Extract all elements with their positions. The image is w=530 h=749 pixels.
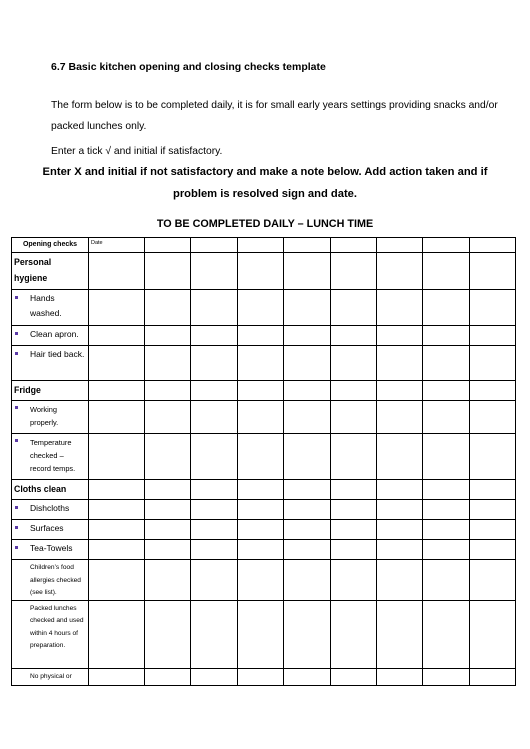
bullet-icon	[15, 332, 18, 335]
date-header: Date	[89, 238, 145, 253]
check-cell[interactable]	[145, 520, 191, 540]
check-cell[interactable]	[89, 290, 145, 326]
check-cell[interactable]	[423, 346, 469, 381]
check-cell[interactable]	[237, 540, 283, 560]
check-cell[interactable]	[423, 381, 469, 401]
check-cell[interactable]	[145, 326, 191, 346]
check-cell[interactable]	[89, 326, 145, 346]
check-cell[interactable]	[89, 520, 145, 540]
checks-table	[11, 237, 516, 686]
row-label-text: Personal hygiene	[14, 257, 52, 283]
row-label-text: Hands washed.	[30, 293, 62, 318]
check-cell[interactable]	[376, 434, 422, 480]
row-label-text: Cloths clean	[14, 484, 67, 494]
check-cell[interactable]	[469, 326, 515, 346]
check-cell[interactable]	[423, 401, 469, 434]
check-cell[interactable]	[145, 381, 191, 401]
check-cell[interactable]	[145, 560, 191, 601]
check-cell[interactable]	[469, 600, 515, 668]
check-cell[interactable]	[237, 346, 283, 381]
check-cell[interactable]	[469, 253, 515, 290]
check-cell[interactable]	[284, 520, 330, 540]
check-cell[interactable]	[376, 480, 422, 500]
check-cell[interactable]	[330, 600, 376, 668]
check-cell[interactable]	[191, 346, 237, 381]
check-cell[interactable]	[89, 381, 145, 401]
check-label	[12, 560, 89, 601]
check-cell[interactable]	[330, 520, 376, 540]
check-cell[interactable]	[145, 480, 191, 500]
check-cell[interactable]	[376, 253, 422, 290]
check-cell[interactable]	[330, 480, 376, 500]
row-label-text: No physical or	[30, 672, 72, 680]
check-cell[interactable]	[89, 346, 145, 381]
table-row	[12, 326, 516, 346]
check-cell[interactable]	[376, 668, 422, 685]
check-cell[interactable]	[330, 668, 376, 685]
table-row	[12, 253, 516, 290]
check-cell[interactable]	[191, 560, 237, 601]
check-cell[interactable]	[469, 668, 515, 685]
check-cell[interactable]	[423, 540, 469, 560]
check-cell[interactable]	[376, 290, 422, 326]
check-cell[interactable]	[191, 401, 237, 434]
row-label-text: Fridge	[14, 385, 41, 395]
check-cell[interactable]	[191, 326, 237, 346]
check-label	[12, 600, 89, 668]
check-cell[interactable]	[284, 401, 330, 434]
check-cell[interactable]	[330, 346, 376, 381]
check-cell[interactable]	[376, 238, 422, 253]
check-cell[interactable]	[284, 434, 330, 480]
check-cell[interactable]	[330, 290, 376, 326]
row-label-text: Packed lunches checked and used within 4 hours of preparation.	[30, 604, 84, 649]
check-cell[interactable]	[376, 381, 422, 401]
check-label	[12, 290, 89, 326]
check-cell[interactable]	[237, 326, 283, 346]
check-cell[interactable]	[89, 600, 145, 668]
row-label-text: Hair tied back.	[30, 349, 85, 359]
row-label-text: Dishcloths	[30, 503, 70, 513]
check-cell[interactable]	[469, 520, 515, 540]
check-cell[interactable]	[237, 480, 283, 500]
check-cell[interactable]	[237, 500, 283, 520]
check-label	[12, 326, 89, 346]
check-cell[interactable]	[284, 381, 330, 401]
check-cell[interactable]	[191, 434, 237, 480]
row-label-text: Clean apron.	[30, 329, 79, 339]
check-cell[interactable]	[469, 401, 515, 434]
check-cell[interactable]	[191, 668, 237, 685]
section-label	[12, 480, 89, 500]
check-cell[interactable]	[237, 560, 283, 601]
check-cell[interactable]	[376, 346, 422, 381]
table-row	[12, 560, 516, 601]
table-row	[12, 480, 516, 500]
table-row	[12, 290, 516, 326]
section-label	[12, 253, 89, 290]
check-cell[interactable]	[376, 520, 422, 540]
check-cell[interactable]	[145, 434, 191, 480]
bullet-icon	[15, 439, 18, 442]
bullet-icon	[15, 352, 18, 355]
check-cell[interactable]	[376, 560, 422, 601]
check-cell[interactable]	[423, 480, 469, 500]
check-cell[interactable]	[423, 668, 469, 685]
intro-paragraph: The form below is to be completed daily, it is for small early years settings providing snacks and/or packed lunches only.	[51, 100, 498, 132]
check-cell[interactable]	[145, 253, 191, 290]
check-cell[interactable]	[284, 600, 330, 668]
check-cell[interactable]	[89, 668, 145, 685]
check-cell[interactable]	[284, 480, 330, 500]
check-label	[12, 434, 89, 480]
check-cell[interactable]	[89, 500, 145, 520]
check-cell[interactable]	[145, 346, 191, 381]
check-cell[interactable]	[469, 434, 515, 480]
check-cell[interactable]	[191, 520, 237, 540]
header-row	[12, 238, 516, 253]
row-label-text: Temperature checked – record temps.	[30, 438, 76, 473]
check-cell[interactable]	[469, 540, 515, 560]
tick-instruction: Enter a tick √ and initial if satisfactory.	[51, 146, 223, 157]
check-cell[interactable]	[284, 253, 330, 290]
check-cell[interactable]	[237, 238, 283, 253]
check-cell[interactable]	[284, 500, 330, 520]
check-cell[interactable]	[423, 560, 469, 601]
row-label-text: Children’s food allergies checked (see list).	[30, 564, 81, 596]
check-cell[interactable]	[89, 540, 145, 560]
table-row	[12, 600, 516, 668]
check-cell[interactable]	[191, 253, 237, 290]
bullet-icon	[15, 406, 18, 409]
check-cell[interactable]	[237, 290, 283, 326]
check-cell[interactable]	[469, 560, 515, 601]
row-label-text: Surfaces	[30, 523, 64, 533]
check-label	[12, 668, 89, 685]
check-cell[interactable]	[330, 540, 376, 560]
check-cell[interactable]	[237, 668, 283, 685]
check-cell[interactable]	[145, 290, 191, 326]
table-row	[12, 346, 516, 381]
check-cell[interactable]	[330, 253, 376, 290]
table-row	[12, 381, 516, 401]
check-cell[interactable]	[237, 520, 283, 540]
check-cell[interactable]	[469, 480, 515, 500]
check-label	[12, 346, 89, 381]
check-cell[interactable]	[376, 500, 422, 520]
opening-checks-header: Opening checks	[12, 238, 89, 253]
check-cell[interactable]	[330, 326, 376, 346]
check-cell[interactable]	[330, 434, 376, 480]
check-cell[interactable]	[145, 600, 191, 668]
check-cell[interactable]	[145, 238, 191, 253]
check-cell[interactable]	[330, 500, 376, 520]
check-cell[interactable]	[145, 540, 191, 560]
table-row	[12, 520, 516, 540]
check-cell[interactable]	[469, 381, 515, 401]
check-cell[interactable]	[469, 500, 515, 520]
check-cell[interactable]	[330, 401, 376, 434]
check-cell[interactable]	[89, 560, 145, 601]
check-cell[interactable]	[237, 253, 283, 290]
table-row	[12, 434, 516, 480]
check-cell[interactable]	[191, 500, 237, 520]
check-cell[interactable]	[423, 600, 469, 668]
check-cell[interactable]	[284, 668, 330, 685]
check-cell[interactable]	[191, 480, 237, 500]
check-cell[interactable]	[89, 480, 145, 500]
check-cell[interactable]	[89, 253, 145, 290]
check-cell[interactable]	[191, 381, 237, 401]
section-label	[12, 381, 89, 401]
table-title: TO BE COMPLETED DAILY – LUNCH TIME	[156, 218, 374, 230]
check-cell[interactable]	[423, 326, 469, 346]
bullet-icon	[15, 506, 18, 509]
table-row	[12, 540, 516, 560]
row-label-text: Working properly.	[30, 405, 59, 427]
check-cell[interactable]	[284, 346, 330, 381]
check-cell[interactable]	[284, 540, 330, 560]
check-cell[interactable]	[376, 600, 422, 668]
check-cell[interactable]	[237, 434, 283, 480]
check-cell[interactable]	[237, 401, 283, 434]
x-instruction: Enter X and initial if not satisfactory and make a note below. Add action taken and if problem is resolved sign and date.	[42, 166, 488, 200]
check-cell[interactable]	[284, 290, 330, 326]
check-cell[interactable]	[423, 500, 469, 520]
check-label	[12, 401, 89, 434]
check-cell[interactable]	[145, 668, 191, 685]
check-cell[interactable]	[89, 401, 145, 434]
check-cell[interactable]	[376, 326, 422, 346]
check-cell[interactable]	[423, 520, 469, 540]
check-cell[interactable]	[376, 540, 422, 560]
check-cell[interactable]	[191, 600, 237, 668]
check-label	[12, 520, 89, 540]
check-cell[interactable]	[145, 401, 191, 434]
check-cell[interactable]	[284, 560, 330, 601]
document-heading: 6.7 Basic kitchen opening and closing checks template	[51, 61, 326, 73]
check-cell[interactable]	[191, 238, 237, 253]
check-cell[interactable]	[423, 238, 469, 253]
check-cell[interactable]	[284, 326, 330, 346]
check-cell[interactable]	[469, 290, 515, 326]
check-cell[interactable]	[89, 434, 145, 480]
check-cell[interactable]	[330, 560, 376, 601]
check-cell[interactable]	[237, 600, 283, 668]
table-row	[12, 668, 516, 685]
bullet-icon	[15, 546, 18, 549]
row-label-text: Tea-Towels	[30, 543, 73, 553]
table-row	[12, 401, 516, 434]
check-cell[interactable]	[237, 381, 283, 401]
check-cell[interactable]	[376, 401, 422, 434]
check-cell[interactable]	[423, 253, 469, 290]
check-cell[interactable]	[469, 238, 515, 253]
check-cell[interactable]	[330, 238, 376, 253]
check-cell[interactable]	[284, 238, 330, 253]
bullet-icon	[15, 526, 18, 529]
bullet-icon	[15, 296, 18, 299]
check-label	[12, 500, 89, 520]
table-row	[12, 500, 516, 520]
check-label	[12, 540, 89, 560]
check-cell[interactable]	[191, 540, 237, 560]
check-cell[interactable]	[423, 290, 469, 326]
check-cell[interactable]	[330, 381, 376, 401]
check-cell[interactable]	[469, 346, 515, 381]
check-cell[interactable]	[191, 290, 237, 326]
check-cell[interactable]	[423, 434, 469, 480]
check-cell[interactable]	[145, 500, 191, 520]
